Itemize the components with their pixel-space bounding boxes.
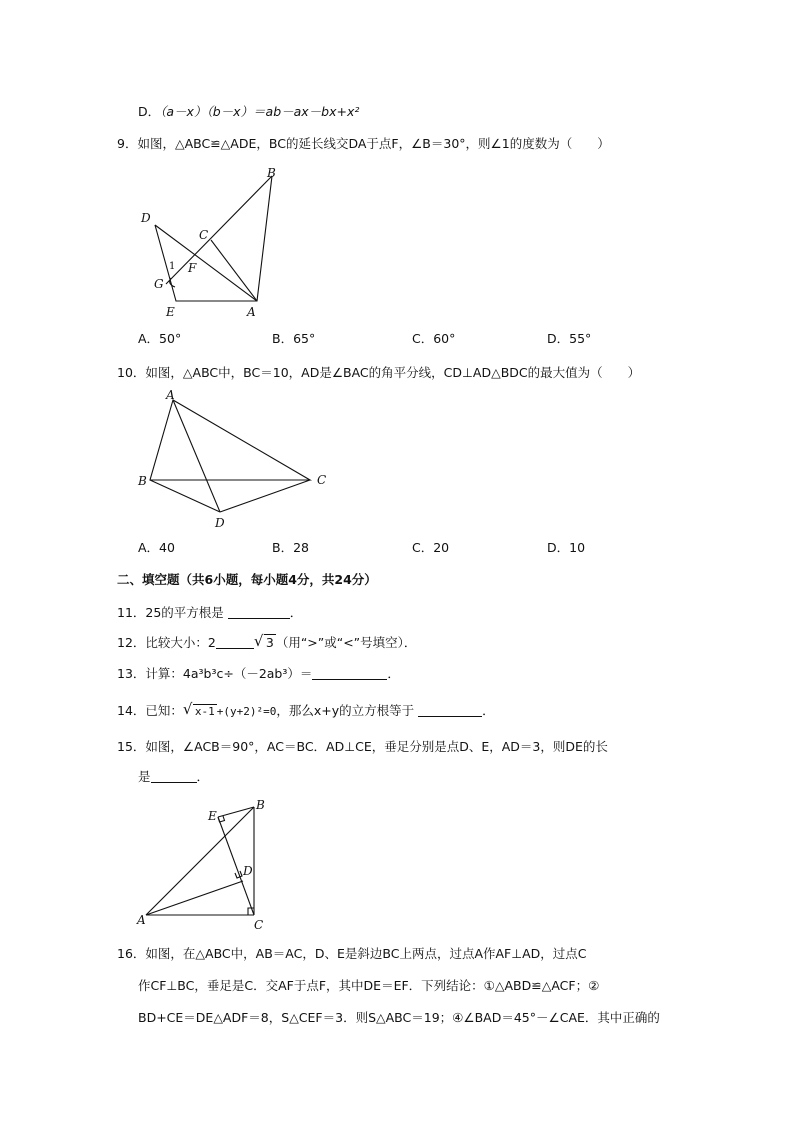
q14-mid: ，那么x+y的立方根等于	[276, 703, 415, 718]
q12-text: 比较大小：2	[145, 635, 216, 650]
q12-answer-blank[interactable]	[216, 636, 254, 649]
q10-figure	[130, 385, 340, 535]
q10-number: 10．	[117, 365, 146, 380]
q9-option-a: A．50°	[138, 331, 182, 346]
q16-line3	[138, 1009, 660, 1027]
q16-marker-2: ②	[588, 978, 600, 993]
q12-number: 12．	[117, 635, 146, 650]
q16-text-3a: BD+CE＝DE△ADF＝8，S△CEF＝3．则S△ABC＝19；	[138, 1010, 453, 1025]
q10-stem	[117, 364, 640, 382]
q13-number: 13．	[117, 666, 146, 681]
q9-option-c: C．60°	[412, 331, 456, 346]
q9-option-b: B．65°	[272, 331, 316, 346]
q13-end: ．	[387, 666, 400, 681]
q10-label-a: A	[166, 388, 175, 402]
sqrt-icon: √	[253, 632, 264, 650]
q16-text-1: 如图，在△ABC中，AB＝AC，D、E是斜边BC上两点，过点A作AF⊥AD，过点C	[145, 946, 587, 961]
q10-option-a: A．40	[138, 540, 175, 555]
q11-text: 25的平方根是	[145, 605, 224, 620]
q15-answer-blank[interactable]	[151, 770, 197, 783]
q15-figure	[130, 795, 280, 935]
q9-label-a: A	[247, 305, 256, 319]
q16-text-2b: △ABD≌△ACF；	[494, 978, 589, 993]
q10-label-b: B	[138, 474, 147, 488]
q9-label-g: G	[154, 277, 164, 291]
q14-radicand: x-1	[194, 705, 215, 718]
q13-answer-blank[interactable]	[312, 667, 387, 680]
q14-text: 已知：	[145, 703, 183, 718]
q14-sqrt	[183, 702, 217, 721]
q9-stem	[117, 135, 610, 153]
q16-line2	[138, 977, 599, 995]
sqrt-icon: √	[182, 700, 193, 718]
q15-number: 15．	[117, 739, 146, 754]
q16-marker-4: ④	[452, 1010, 464, 1025]
q16-text-3b: ∠BAD＝45°－∠CAE．其中正确的	[463, 1010, 660, 1025]
q9-label-b: B	[267, 166, 276, 180]
q14-expr: +(y+2)²=0	[216, 705, 277, 718]
q15-stem-cont	[138, 768, 209, 786]
q9-number: 9．	[117, 136, 138, 151]
q15-label-c: C	[254, 918, 264, 932]
q12	[117, 634, 416, 652]
q11	[117, 604, 302, 622]
q9-text: 如图，△ABC≌△ADE，BC的延长线交DA于点F，∠B＝30°，则∠1的度数为（ ）	[137, 136, 610, 151]
q15-cont-text: 是	[138, 769, 151, 784]
q11-answer-blank[interactable]	[228, 606, 290, 619]
q10-option-d: D．10	[547, 540, 586, 555]
q9-label-1: 1	[169, 261, 176, 272]
q16-number: 16．	[117, 946, 146, 961]
q12-radicand: 3	[265, 635, 274, 650]
q14-number: 14．	[117, 703, 146, 718]
q12-sqrt	[254, 634, 276, 652]
q10-label-c: C	[317, 473, 327, 487]
q13	[117, 665, 400, 683]
q15-label-b: B	[256, 798, 265, 812]
q11-number: 11．	[117, 605, 146, 620]
section2-heading: 二、填空题（共6小题，每小题4分，共24分）	[117, 572, 377, 587]
q9-option-d: D．55°	[547, 331, 592, 346]
q16-line1	[117, 945, 587, 963]
q8-option-d-label: D．	[138, 104, 161, 119]
q9-label-f: F	[188, 261, 197, 275]
q15-text: 如图，∠ACB＝90°，AC＝BC．AD⊥CE，垂足分别是点D、E，AD＝3，则DE的长	[145, 739, 608, 754]
q16-text-2: 作CF⊥BC，垂足是C．交AF于点F，其中DE＝EF．下列结论：	[138, 978, 484, 993]
q9-label-e: E	[166, 305, 175, 319]
q12-end: （用“>”或“<”号填空）．	[275, 635, 417, 650]
q9-label-d: D	[141, 211, 151, 225]
q13-text: 计算：4a³b³c÷（－2ab³）＝	[145, 666, 313, 681]
q14-end: ．	[482, 703, 495, 718]
q16-marker-1: ①	[483, 978, 495, 993]
q9-figure	[130, 160, 290, 320]
q15-label-a: A	[137, 913, 146, 927]
q9-label-c: C	[199, 228, 209, 242]
q10-option-c: C．20	[412, 540, 450, 555]
q8-option-d-text: （a－x）（b－x）＝ab－ax－bx+x²	[160, 104, 360, 119]
q14	[117, 702, 495, 721]
q8-option-d	[138, 103, 359, 121]
q15-label-d: D	[243, 864, 253, 878]
q15-stem	[117, 738, 608, 756]
q10-text: 如图，△ABC中，BC＝10，AD是∠BAC的角平分线，CD⊥AD△BDC的最大值为（ ）	[145, 365, 641, 380]
q15-end: ．	[196, 769, 210, 784]
q11-end: ．	[289, 605, 303, 620]
q14-answer-blank[interactable]	[418, 704, 482, 717]
q10-label-d: D	[215, 516, 225, 530]
q10-option-b: B．28	[272, 540, 309, 555]
q15-label-e: E	[208, 809, 217, 823]
